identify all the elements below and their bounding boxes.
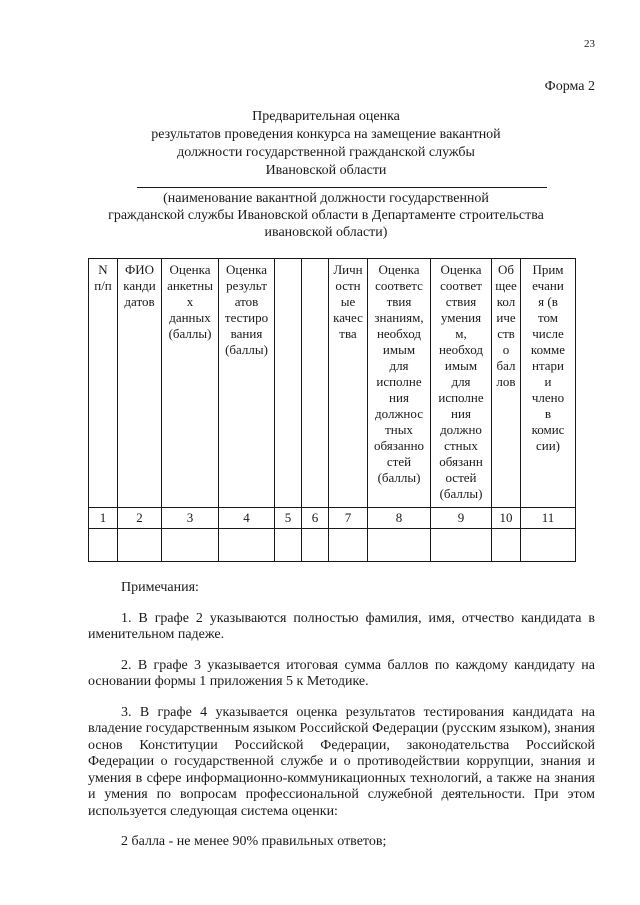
header-cell-1: N п/п [89,259,118,508]
column-number: 4 [219,508,275,529]
notes-section [88,580,595,865]
header-cell-3: Оценка анкетны х данных (баллы) [162,259,219,508]
table-cell [329,529,368,562]
column-number: 7 [329,508,368,529]
notes-heading: Примечания: [121,580,199,595]
table-cell [302,529,329,562]
table-cell [118,529,162,562]
title-line: Предварительная оценка [252,109,400,124]
header-cell-7: Личн остн ые качес тва [329,259,368,508]
table-cell [368,529,431,562]
header-cell-4: Оценка результ атов тестиро вания (баллы) [219,259,275,508]
note-paragraph: 2 балла - не менее 90% правильных ответов; [121,834,387,849]
header-cell-10: Об щее кол иче ств о бал лов [492,259,521,508]
header-cell-11: Прим ечани я (в том числе комме нтари и члено в комис сии) [521,259,576,508]
table-cell [431,529,492,562]
title-line: результатов проведения конкурса на замещение вакантной [151,127,501,142]
evaluation-table [88,258,576,562]
title-line: должности государственной гражданской службы [177,145,475,160]
note-paragraph: 2. В графе 3 указывается итоговая сумма баллов по каждому кандидату на основании формы 1 приложения 5 к Методике. [88,657,595,689]
column-number: 3 [162,508,219,529]
column-number: 2 [118,508,162,529]
title-line: Ивановской области [265,163,387,178]
empty-data-row [89,529,576,562]
column-number: 11 [521,508,576,529]
position-caption [100,190,552,241]
header-cell-5 [275,259,302,508]
form-label: Форма 2 [544,79,595,94]
table-header-row [89,259,576,508]
caption-line: гражданской службы Ивановской области в Департаменте строительства [108,208,544,223]
caption-line: (наименование вакантной должности государственной [163,191,489,206]
note-paragraph: 1. В графе 2 указываются полностью фамилия, имя, отчество кандидата в именительном падеже. [88,610,595,642]
table-cell [492,529,521,562]
header-cell-6 [302,259,329,508]
column-number-row [89,508,576,529]
table-cell [162,529,219,562]
fill-in-line [137,187,547,188]
column-number: 9 [431,508,492,529]
table-cell [275,529,302,562]
header-cell-2: ФИО канди датов [118,259,162,508]
table-cell [89,529,118,562]
note-paragraph: 3. В графе 4 указывается оценка результатов тестирования кандидата на владение государственным языком Российской Федерации (русским языком), знания основ Конституции Российской Федерации, законодательства Российской Федерации о государственной службе и о противодействии коррупции, знания и умения в сфере информационно-коммуникационных технологий, а также на знания и умения по вопросам профессиональной служебной деятельности. При этом используется следующая система оценки: [88,704,595,819]
column-number: 1 [89,508,118,529]
column-number: 10 [492,508,521,529]
column-number: 6 [302,508,329,529]
page-number: 23 [584,38,595,50]
header-cell-8: Оценка соответс твия знаниям, необход имым для исполне ния должнос тных обязанно стей (баллы) [368,259,431,508]
table-cell [219,529,275,562]
table-cell [521,529,576,562]
caption-line: ивановской области) [264,225,388,240]
column-number: 8 [368,508,431,529]
document-title [120,108,532,180]
header-cell-9: Оценка соответ ствия умения м, необход имым для исполне ния должно стных обязанн остей (баллы) [431,259,492,508]
column-number: 5 [275,508,302,529]
